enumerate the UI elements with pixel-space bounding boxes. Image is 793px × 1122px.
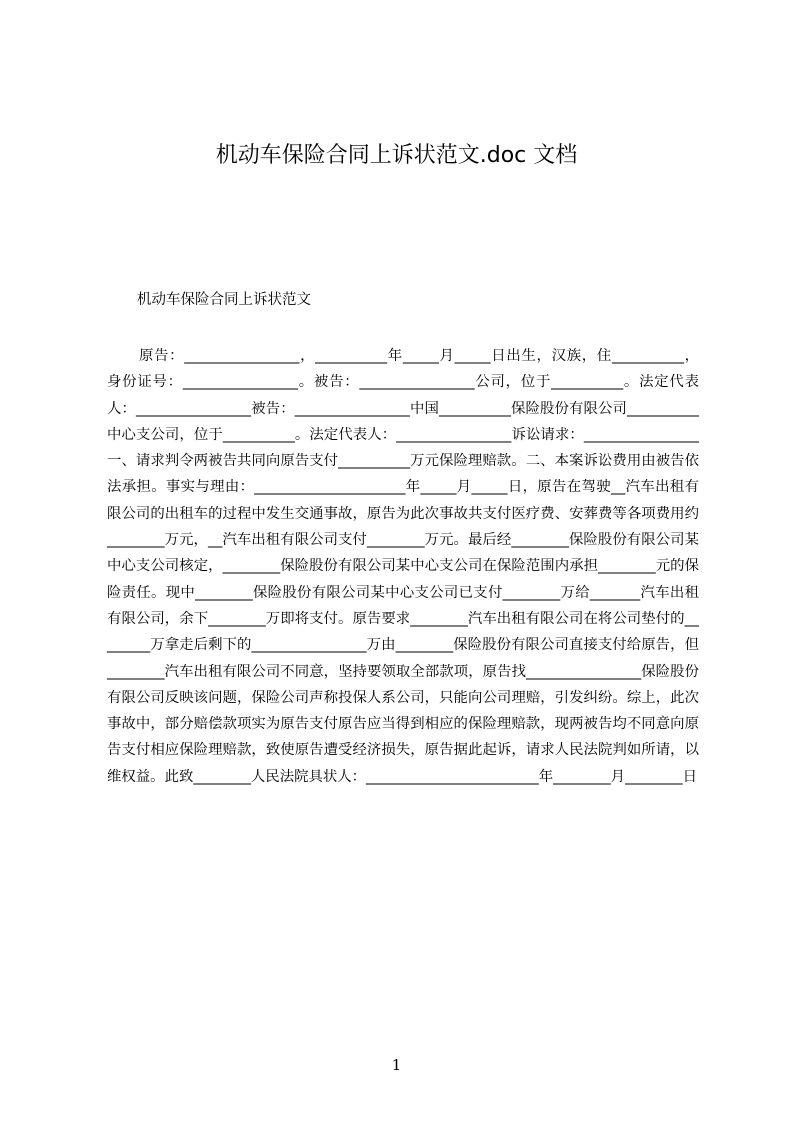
document-title: 机动车保险合同上诉状范文.doc 文档 bbox=[215, 143, 578, 168]
document-subheading: 机动车保险合同上诉状范文 bbox=[137, 292, 311, 308]
page-number: 1 bbox=[391, 1056, 402, 1074]
document-body-paragraph: 原告：________________，__________年_____月_____日出生，汉族，住__________，身份证号：________________。被告：________________公司，位于__________。法定代表人：________________被告：________________中国__________保险股份有限公司__________中心支公司，位于__________。法定代表人：________________诉讼请求：________________一、请求判令两被告共同向原告支付__________万元保险理赔款。二、本案诉讼费用由被告依法承担。事实与理由：_____________________年_____月_____日，原告在驾驶__汽车出租有限公司的出租车的过程中发生交通事故，原告为此次事故共支付医疗费、安葬费等各项费用约________万元，__汽车出租有限公司支付________万元。最后经________保险股份有限公司某中心支公司核定，________保险股份有限公司某中心支公司在保险范围内承担________元的保险责任。现中________保险股份有限公司某中心支公司已支付________万给_______汽车出租有限公司，余下________万即将支付。原告要求________汽车出租有限公司在将公司垫付的________万拿走后剩下的________________万由________保险股份有限公司直接支付给原告，但________汽车出租有限公司不同意，坚持要领取全部款项，原告找________________保险股份有限公司反映该问题，保险公司声称投保人系公司，只能向公司理赔，引发纠纷。综上，此次事故中，部分赔偿款项实为原告支付原告应当得到相应的保险理赔款，现两被告均不同意向原告支付相应保险理赔款，致使原告遭受经济损失，原告据此起诉，请求人民法院判如所请，以维权益。此致________人民法院具状人：________________________年________月________日 bbox=[107, 348, 699, 785]
